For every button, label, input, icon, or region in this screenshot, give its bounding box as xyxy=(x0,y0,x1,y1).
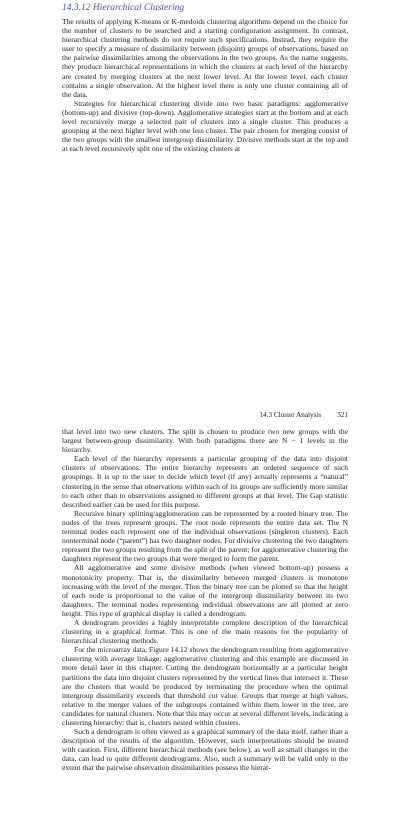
running-head xyxy=(62,411,348,419)
paragraph: For the microarray data, Figure 14.12 shows the dendrogram resulting from agglomerative clustering with average linkage; agglomerative clustering and this example are discussed in more detail later in this chapter. Cutting the dendrogram horizontally at a particular height partitions the data into disjoint clusters represented by the vertical lines that intersect it. These are the clusters that would be produced by terminating the procedure when the optimal intergroup dissimilarity exceeds that threshold cut value. Groups that merge at high values, relative to the merger values of the subgroups contained within them lower in the tree, are candidates for natural clusters. Note that this may occur at several different levels, indicating a clustering hierarchy: that is, clusters nested within clusters. xyxy=(62,645,348,727)
paragraph: Recursive binary splitting/agglomeration can be represented by a rooted binary tree. The nodes of the trees represent groups. The root node represents the entire data set. The N terminal nodes each represent one of the individual observations (singleton clusters). Each nonterminal node (“parent”) has two daughter nodes. For divisive clustering the two daughters represent the two groups resulting from the split of the parent; for agglomerative clustering the daughters represent the two groups that were merged to form the parent. xyxy=(62,508,348,564)
paragraph: The results of applying K-means or K-medoids clustering algorithms depend on the choice for the number of clusters to be searched and a starting configuration assignment. In contrast, hierarchical clustering methods do not require such specifications. Instead, they require the user to specify a measure of dissimilarity between (disjoint) groups of observations, based on the pairwise dissimilarities among the observations in the two groups. As the name suggests, they produce hierarchical representations in which the clusters at each level of the hierarchy are created by merging clusters at the next lower level. At the lowest level, each cluster contains a single observation. At the highest level there is only one cluster containing all of the data. xyxy=(62,17,348,99)
paragraph: that level into two new clusters. The split is chosen to produce two new groups with the largest between-group dissimilarity. With both paradigms there are N − 1 levels in the hierarchy. xyxy=(62,427,348,455)
section-title: 14.3.12 Hierarchical Clustering xyxy=(62,3,185,13)
page-number: 521 xyxy=(337,411,348,419)
paragraph: Each level of the hierarchy represents a particular grouping of the data into disjoint clusters of observations. The entire hierarchy represents an ordered sequence of such groupings. It is up to the user to decide which level (if any) actually represents a “natural” clustering in the sense that observations within each of its groups are sufficiently more similar to each other than to observations assigned to different groups at that level. The Gap statistic described earlier can be used for this purpose. xyxy=(62,454,348,509)
paragraph: All agglomerative and some divisive methods (when viewed bottom-up) possess a monotonicity property. That is, the dissimilarity between merged clusters is monotone increasing with the level of the merger. Thus the binary tree can be plotted so that the height of each node is proportional to the value of the intergroup dissimilarity between its two daughters. The terminal nodes representing individual observations are all plotted at zero height. This type of graphical display is called a dendrogram. xyxy=(62,563,348,618)
paragraph: Such a dendrogram is often viewed as a graphical summary of the data itself, rather than a description of the results of the algorithm. However, such interpretations should be treated with caution. First, different hierarchical methods (see below), as well as small changes in the data, can lead to quite different dendrograms. Also, such a summary will be valid only to the extent that the pairwise observation dissimilarities possess the hierar- xyxy=(62,727,348,773)
paragraph: A dendrogram provides a highly interpretable complete description of the hierarchical clustering in a graphical format. This is one of the main reasons for the popularity of hierarchical clustering methods. xyxy=(62,617,348,646)
lower-text-block xyxy=(62,427,348,773)
running-head-title: 14.3 Cluster Analysis xyxy=(259,411,322,419)
upper-text-block xyxy=(62,17,348,153)
paragraph: Strategies for hierarchical clustering divide into two basic paradigms: agglomerative (bottom-up) and divisive (top-down). Agglomerative strategies start at the bottom and at each level recursively merge a selected pair of clusters into a single cluster. This produces a grouping at the next higher level with one less cluster. The pair chosen for merging consist of the two groups with the smallest intergroup dissimilarity. Divisive methods start at the top and at each level recursively split one of the existing clusters at xyxy=(62,98,348,154)
